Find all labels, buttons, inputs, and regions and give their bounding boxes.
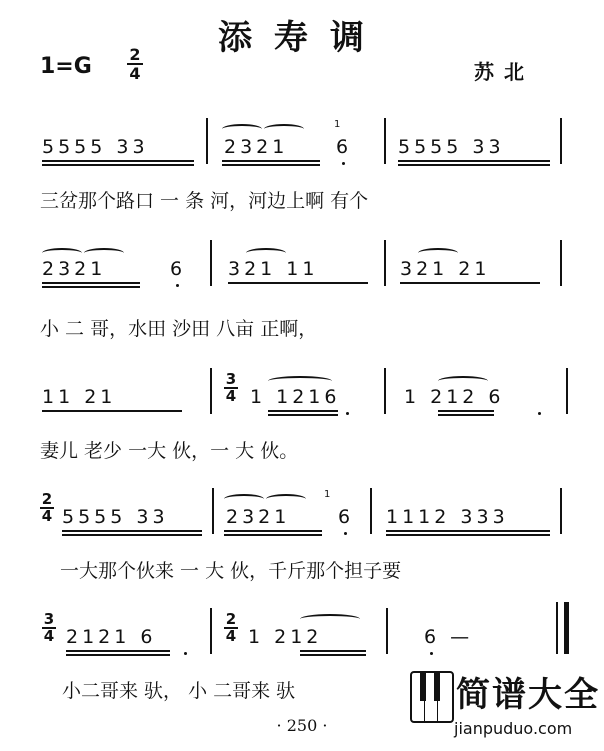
- watermark-logo: [404, 663, 604, 751]
- region-label: 苏北: [474, 60, 534, 84]
- measure-6-notes: 321 21: [400, 258, 491, 280]
- watermark-url: jianpuduo.com: [454, 719, 573, 738]
- measure-12-notes: 1112 333: [386, 506, 509, 528]
- time-signature-bottom: 4: [129, 64, 141, 83]
- meter-change-3-4: 3 4: [43, 610, 55, 645]
- meter-change-2-4: 2 4: [225, 610, 237, 645]
- grace-note: 1: [334, 119, 341, 130]
- key-signature: 1=G: [40, 54, 92, 79]
- measure-8-notes: 1 1216: [250, 386, 341, 408]
- meter-change-3-4: 3 4: [225, 370, 237, 405]
- measure-1-notes: 5555 33: [42, 136, 149, 158]
- lyric-line-1: 三岔那个路口 一 条 河，河边上啊 有个: [40, 190, 369, 212]
- measure-2-end-note: 6: [336, 136, 353, 158]
- grace-note: 1: [324, 489, 331, 500]
- watermark-brand: 简谱大全: [456, 675, 600, 715]
- measure-14-notes: 1 212: [248, 626, 323, 648]
- time-signature-top: 2: [129, 45, 141, 64]
- measure-10-notes: 5555 33: [62, 506, 169, 528]
- page-number: · 250 ·: [276, 716, 328, 735]
- measure-3-notes: 5555 33: [398, 136, 505, 158]
- song-title: 添寿调: [218, 18, 386, 58]
- measure-11-notes: 2321: [226, 506, 291, 528]
- measure-2-notes: 2321: [224, 136, 289, 158]
- measure-13-notes: 2121 6: [66, 626, 157, 648]
- measure-11-end-note: 6: [338, 506, 355, 528]
- time-signature: [126, 46, 144, 82]
- lyric-line-5: 小二哥来 驮， 小 二哥来 驮: [62, 680, 296, 702]
- measure-5-notes: 321 11: [228, 258, 319, 280]
- measure-7-notes: 11 21: [42, 386, 117, 408]
- lyric-line-4: 一大那个伙来 一 大 伙，千斤那个担子要: [60, 560, 402, 582]
- lyric-line-3: 妻儿 老少 一大 伙，一 大 伙。: [40, 440, 299, 462]
- piano-icon: [410, 671, 454, 723]
- meter-change-2-4: 2 4: [41, 490, 53, 525]
- measure-4-notes: 2321: [42, 258, 107, 280]
- measure-15-notes: 6 —: [424, 626, 474, 648]
- measure-9-notes: 1 212 6: [404, 386, 505, 408]
- measure-4-end-note: 6: [170, 258, 187, 280]
- lyric-line-2: 小 二 哥，水田 沙田 八亩 正啊，: [40, 318, 318, 340]
